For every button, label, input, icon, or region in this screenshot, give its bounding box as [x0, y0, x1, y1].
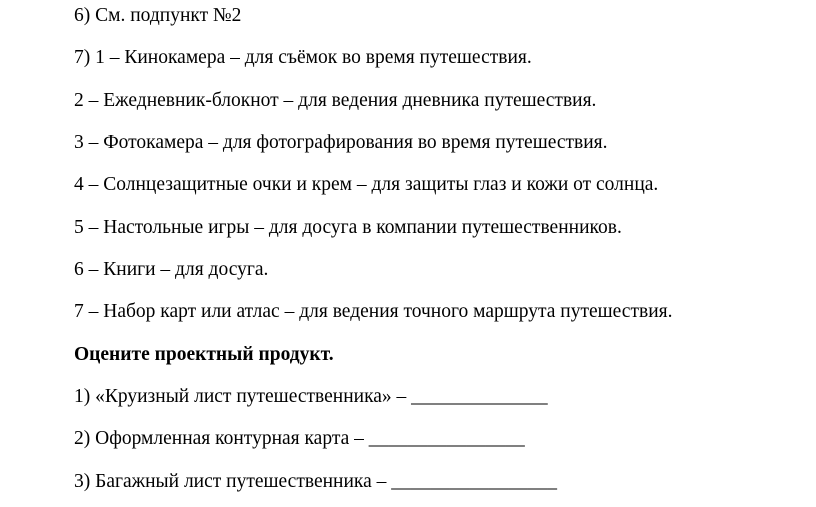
- text-line-item-7-maps: 7 – Набор карт или атлас – для ведения точного маршрута путешествия.: [74, 301, 673, 322]
- text-line-item-6-books: 6 – Книги – для досуга.: [74, 259, 269, 280]
- evaluation-line-2: 2) Оформленная контурная карта – ________________: [74, 428, 525, 449]
- text-line-item-6: 6) См. подпункт №2: [74, 5, 242, 26]
- section-heading: Оцените проектный продукт.: [74, 344, 334, 365]
- evaluation-line-3: 3) Багажный лист путешественника – _________________: [74, 471, 557, 492]
- text-line-item-2: 2 – Ежедневник-блокнот – для ведения дневника путешествия.: [74, 90, 597, 111]
- text-line-item-4: 4 – Солнцезащитные очки и крем – для защиты глаз и кожи от солнца.: [74, 174, 659, 195]
- text-line-item-5: 5 – Настольные игры – для досуга в компании путешественников.: [74, 217, 622, 238]
- evaluation-line-1: 1) «Круизный лист путешественника» – ______________: [74, 386, 548, 407]
- text-line-item-3: 3 – Фотокамера – для фотографирования во время путешествия.: [74, 132, 608, 153]
- text-line-item-7-1: 7) 1 – Кинокамера – для съёмок во время путешествия.: [74, 47, 532, 68]
